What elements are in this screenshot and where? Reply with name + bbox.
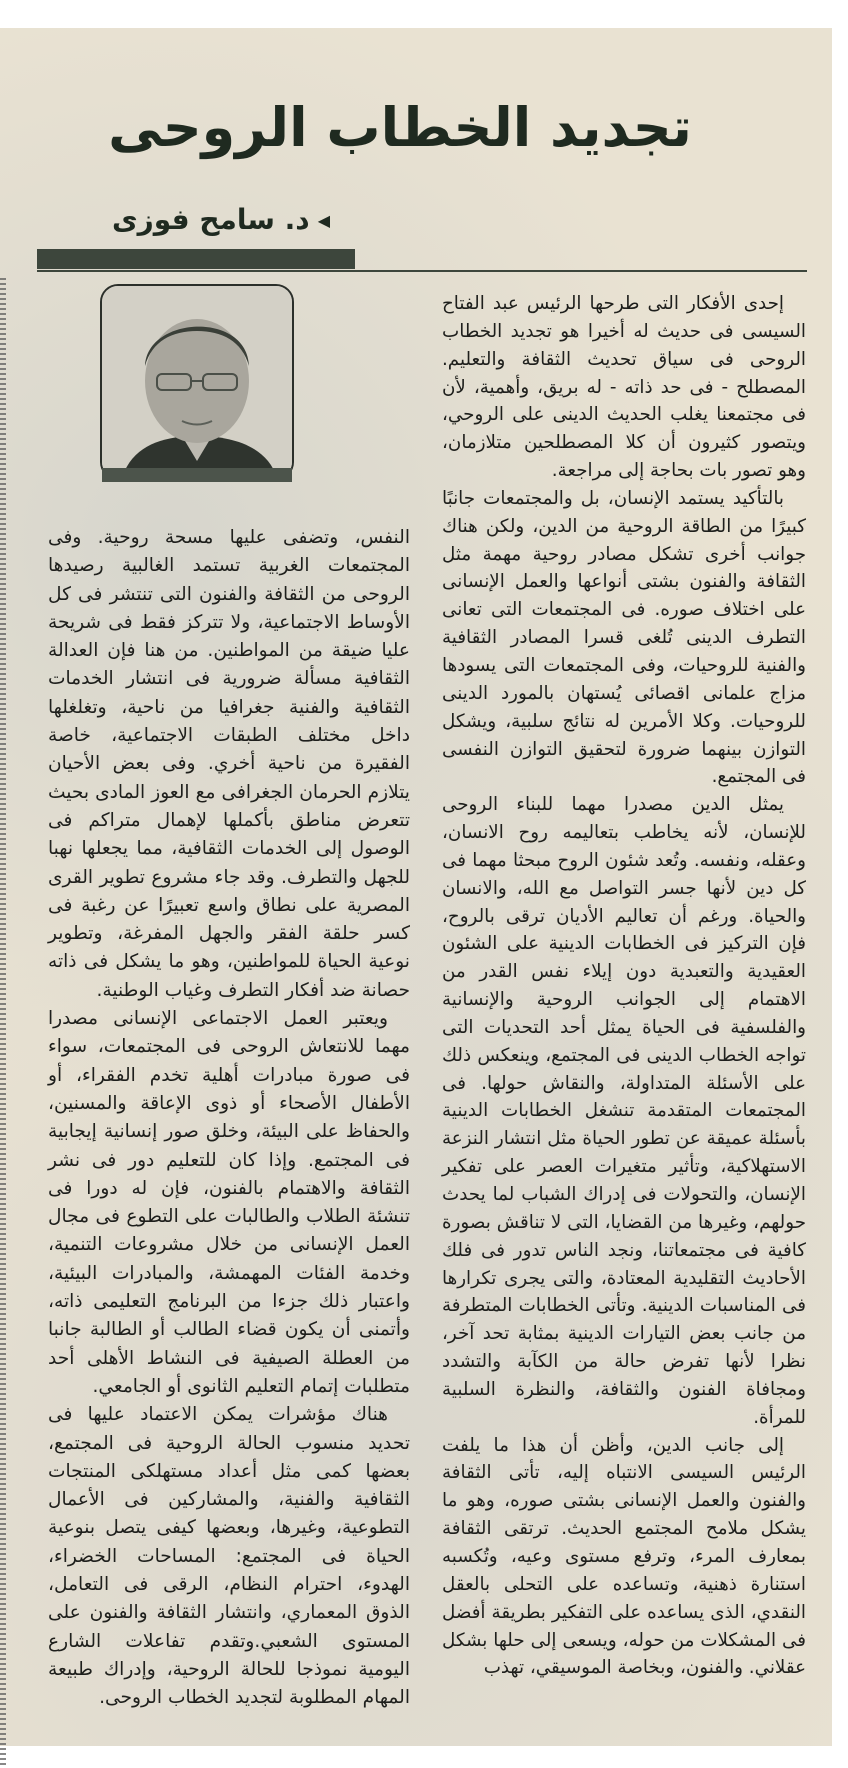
paragraph: إحدى الأفكار التى طرحها الرئيس عبد الفتاح السيسى فى حديث له أخيرا هو تجديد الخطاب الروحى فى سياق تحديث الثقافة والتعليم. المصطلح - فى حد ذاته - له بريق، وأهمية، لأن فى مجتمعنا يغلب الحديث الدينى على الروحي، ويتصور كثيرون أن كلا المصطلحين متلازمان، وهو تصور بات بحاجة إلى مراجعة. — [442, 293, 806, 482]
author-name: د. سامح فوزى — [111, 203, 310, 236]
article-column-right — [442, 290, 806, 1682]
column-edge-dots — [0, 278, 6, 1768]
triangle-left-icon: ◀ — [317, 211, 330, 230]
paragraph: بالتأكيد يستمد الإنسان، بل والمجتمعات جانبًا كبيرًا من الطاقة الروحية من الدين، ولكن هناك جوانب أخرى تشكل مصادر روحية مهمة مثل الثقافة والفنون بشتى أنواعها والعمل الإنسانى على اختلاف صوره. فى المجتمعات التى تعانى التطرف الدينى تُلغى قسرا المصادر الثقافية والفنية للروحيات، وفى المجتمعات التى يسودها مزاج علمانى اقصائى يُستهان بالمورد الدينى للروحيات. وكلا الأمرين له نتائج سلبية، ويشكل التوازن بينهما ضرورة لتحقيق التوازن النفسى فى المجتمع. — [442, 487, 806, 788]
paragraph: ويعتبر العمل الاجتماعى الإنسانى مصدرا مهما للانتعاش الروحى فى المجتمعات، سواء فى صورة مبادرات أهلية تخدم الفقراء، أو الأطفال الأصحاء أو ذوى الإعاقة والمسنين، والحفاظ على البيئة، وخلق صور إنسانية إيجابية فى المجتمع. وإذا كان للتعليم دور فى نشر الثقافة والاهتمام بالفنون، فإن له دورا فى تنشئة الطلاب والطالبات على التطوع فى مجال العمل الإنسانى من خلال مشروعات التنمية، وخدمة الفئات المهمشة، والمبادرات البيئية، واعتبار ذلك جزءا من البرنامج التعليمى ذاته، وأتمنى أن يكون قضاء الطالب أو الطالبة جانبا من العطلة الصيفية فى النشاط الأهلى أحد متطلبات إتمام التعليم الثانوى أو الجامعي. — [48, 1008, 410, 1397]
photo-base-bar — [102, 468, 292, 482]
paragraph: يمثل الدين مصدرا مهما للبناء الروحى للإنسان، لأنه يخاطب بتعاليمه روح الانسان، وعقله، ونفسه. وتُعد شئون الروح مبحثا مهما فى كل دين لأنها جسر التواصل مع الله، والانسان والحياة. ورغم أن تعاليم الأديان ترقى بالروح، فإن التركيز فى الخطابات الدينية على الشئون العقيدية والتعبدية دون إيلاء نفس القدر من الاهتمام إلى الجوانب الروحية والإنسانية والفلسفية فى الحياة يمثل أحد التحديات التى تواجه الخطاب الدينى فى المجتمع، وينعكس ذلك على الأسئلة المتداولة، والنقاش حولها. فى المجتمعات المتقدمة تنشغل الخطابات الدينية بأسئلة عميقة عن تطور الحياة مثل انتشار النزعة الاستهلاكية، وتأثير متغيرات العصر على تفكير الإنسان، والتحولات فى إدراك الشباب لما يحدث حولهم، وغيرها من القضايا، التى لا تناقش بصورة كافية فى مجتمعاتنا، ونجد الناس تدور فى فلك الأحاديث التقليدية المعتادة، والتى يجرى تكرارها فى المناسبات الدينية. وتأتى الخطابات المتطرفة من جانب بعض التيارات الدينية بمثابة تحد آخر، نظرا لأنها تفرض حالة من الكآبة والتشدد ومجافاة الفنون والثقافة، والنظرة السلبية للمرأة. — [442, 794, 806, 1428]
article-headline: تجديد الخطاب الروحى — [108, 96, 692, 159]
author-portrait-icon — [102, 286, 292, 478]
article-column-left — [48, 524, 410, 1712]
paragraph: هناك مؤشرات يمكن الاعتماد عليها فى تحديد منسوب الحالة الروحية فى المجتمع، بعضها كمى مثل أعداد مستهلكى المنتجات الثقافية والفنية، والمشاركين فى الأعمال التطوعية، وغيرها، وبعضها كيفى يتصل بنوعية الحياة فى المجتمع: المساحات الخضراء، الهدوء، احترام النظام، الرقى فى التعامل، الذوق المعماري، وانتشار الثقافة والفنون على المستوى الشعبي.وتقدم تفاعلات الشارع اليومية نموذجا للحالة الروحية، وإدراك طبيعة المهام المطلوبة لتجديد الخطاب الروحى. — [48, 1404, 410, 1709]
newspaper-page — [0, 28, 832, 1746]
paragraph: النفس، وتضفى عليها مسحة روحية. وفى المجتمعات الغربية تستمد الغالبية رصيدها الروحى من الثقافة والفنون التى تنتشر فى كل الأوساط الاجتماعية، ولا تتركز فقط فى شريحة عليا ضيقة من المواطنين. من هنا فإن العدالة الثقافية مسألة ضرورية فى انتشار الخدمات الثقافية والفنية جغرافيا من ناحية، وتغلغلها داخل مختلف الطبقات الاجتماعية، خاصة الفقيرة من ناحية أخري. وفى بعض الأحيان يتلازم الحرمان الجغرافى مع العوز المادى بحيث تتعرض مناطق بأكملها لإهمال متراكم فى الوصول إلى الخدمات الثقافية، مما يجعلها نهبا للجهل والتطرف. وقد جاء مشروع تطوير القرى المصرية على نطاق واسع تعبيرًا عن رغبة فى كسر حلقة الفقر والجهل المفرغة، وتطوير نوعية الحياة للمواطنين، وهو ما يشكل فى ذاته حصانة ضد أفكار التطرف وغياب الوطنية. — [48, 527, 410, 1001]
byline — [70, 198, 330, 242]
paragraph: إلى جانب الدين، وأظن أن هذا ما يلفت الرئيس السيسى الانتباه إليه، تأتى الثقافة والفنون والعمل الإنسانى بشتى صوره، وهو ما يشكل ملامح المجتمع الحديث. ترتقى الثقافة بمعارف المرء، وترفع مستوى وعيه، وتُكسبه استنارة ذهنية، وتساعده على التحلى بالعقل النقدي، الذى يساعده على التفكير بطريقة أفضل فى المشكلات من حوله، ويسعى إلى حلها بشكل عقلاني. والفنون، وبخاصة الموسيقي، تهذب — [442, 1434, 806, 1679]
header-rule — [37, 270, 807, 272]
author-photo — [100, 284, 294, 480]
byline-bar — [37, 249, 355, 269]
